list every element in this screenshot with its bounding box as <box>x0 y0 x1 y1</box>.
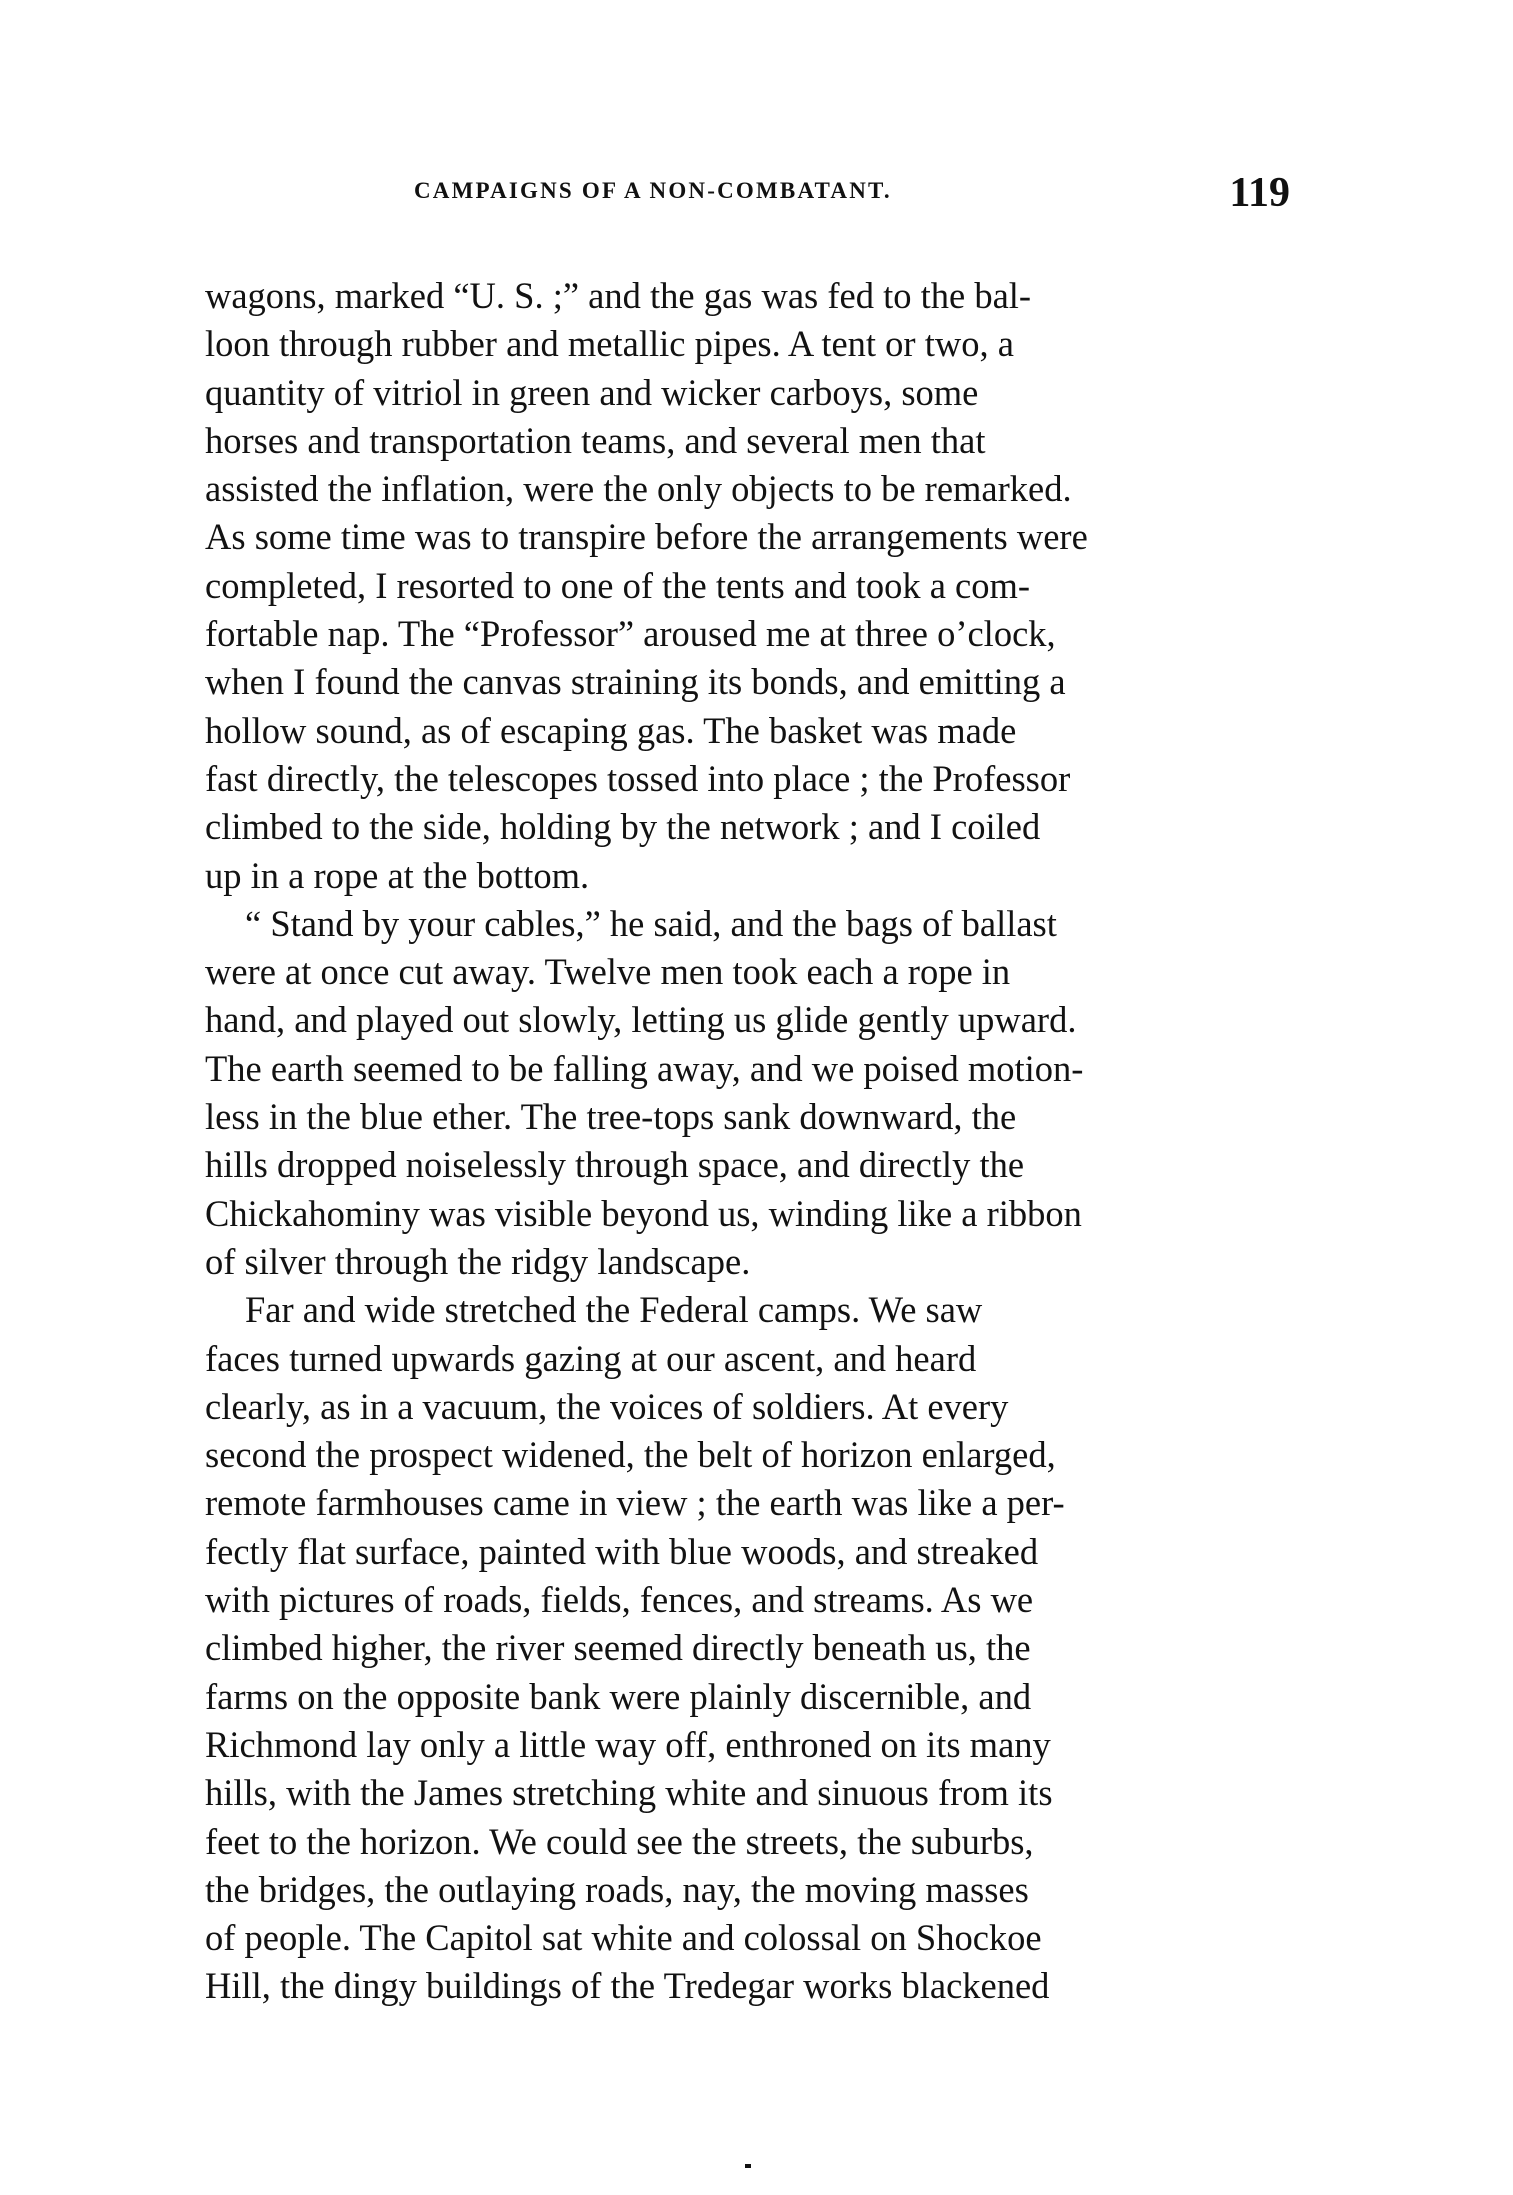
text-line: of silver through the ridgy landscape. <box>205 1240 751 1282</box>
text-line: hills, with the James stretching white and sinuous from its <box>205 1772 1053 1814</box>
text-line: quantity of vitriol in green and wicker carboys, some <box>205 371 979 413</box>
text-line: when I found the canvas straining its bonds, and emitting a <box>205 661 1066 703</box>
print-speck <box>745 2164 751 2168</box>
text-line: clearly, as in a vacuum, the voices of soldiers. At every <box>205 1385 1009 1427</box>
text-line: The earth seemed to be falling away, and we poised motion- <box>205 1047 1084 1089</box>
text-line: the bridges, the outlaying roads, nay, the moving masses <box>205 1868 1029 1910</box>
text-line: hand, and played out slowly, letting us glide gently upward. <box>205 999 1077 1041</box>
text-line: were at once cut away. Twelve men took each a rope in <box>205 951 1011 993</box>
text-line: fortable nap. The “Professor” aroused me at three o’clock, <box>205 613 1056 655</box>
text-line: farms on the opposite bank were plainly discernible, and <box>205 1675 1032 1717</box>
paragraph-first-line: Far and wide stretched the Federal camps. We saw <box>245 1289 983 1331</box>
text-line: climbed higher, the river seemed directly beneath us, the <box>205 1627 1031 1669</box>
body-text <box>205 272 1291 2011</box>
text-line: fast directly, the telescopes tossed into place ; the Professor <box>205 757 1071 799</box>
text-line: loon through rubber and metallic pipes. A tent or two, a <box>205 323 1014 365</box>
paragraph-first-line: wagons, marked “U. S. ;” and the gas was fed to the bal- <box>205 275 1032 316</box>
text-line: faces turned upwards gazing at our ascent, and heard <box>205 1337 977 1379</box>
paragraph-first-line: “ Stand by your cables,” he said, and the bags of ballast <box>245 902 1057 944</box>
page-number: 119 <box>1229 170 1290 216</box>
text-line: of people. The Capitol sat white and colossal on Shockoe <box>205 1917 1042 1959</box>
running-title: CAMPAIGNS OF A NON-COMBATANT. <box>414 178 892 203</box>
text-line: horses and transportation teams, and several men that <box>205 419 986 461</box>
text-line: As some time was to transpire before the arrangements were <box>205 516 1088 558</box>
text-line: Hill, the dingy buildings of the Tredegar works blackened <box>205 1965 1050 2007</box>
text-line: remote farmhouses came in view ; the earth was like a per- <box>205 1482 1065 1524</box>
text-line: feet to the horizon. We could see the streets, the suburbs, <box>205 1820 1034 1862</box>
text-line: up in a rope at the bottom. <box>205 854 590 896</box>
running-head <box>205 170 1290 216</box>
text-line: fectly flat surface, painted with blue woods, and streaked <box>205 1530 1039 1572</box>
text-line: second the prospect widened, the belt of horizon enlarged, <box>205 1434 1056 1476</box>
text-line: Chickahominy was visible beyond us, winding like a ribbon <box>205 1192 1082 1234</box>
text-line: less in the blue ether. The tree-tops sank downward, the <box>205 1096 1017 1138</box>
text-line: assisted the inflation, were the only objects to be remarked. <box>205 468 1072 510</box>
text-line: Richmond lay only a little way off, enthroned on its many <box>205 1723 1051 1765</box>
text-line: hollow sound, as of escaping gas. The basket was made <box>205 709 1017 751</box>
text-line: completed, I resorted to one of the tents and took a com- <box>205 564 1031 606</box>
text-line: hills dropped noiselessly through space, and directly the <box>205 1144 1025 1186</box>
text-line: with pictures of roads, fields, fences, and streams. As we <box>205 1579 1034 1621</box>
text-line: climbed to the side, holding by the network ; and I coiled <box>205 806 1041 848</box>
